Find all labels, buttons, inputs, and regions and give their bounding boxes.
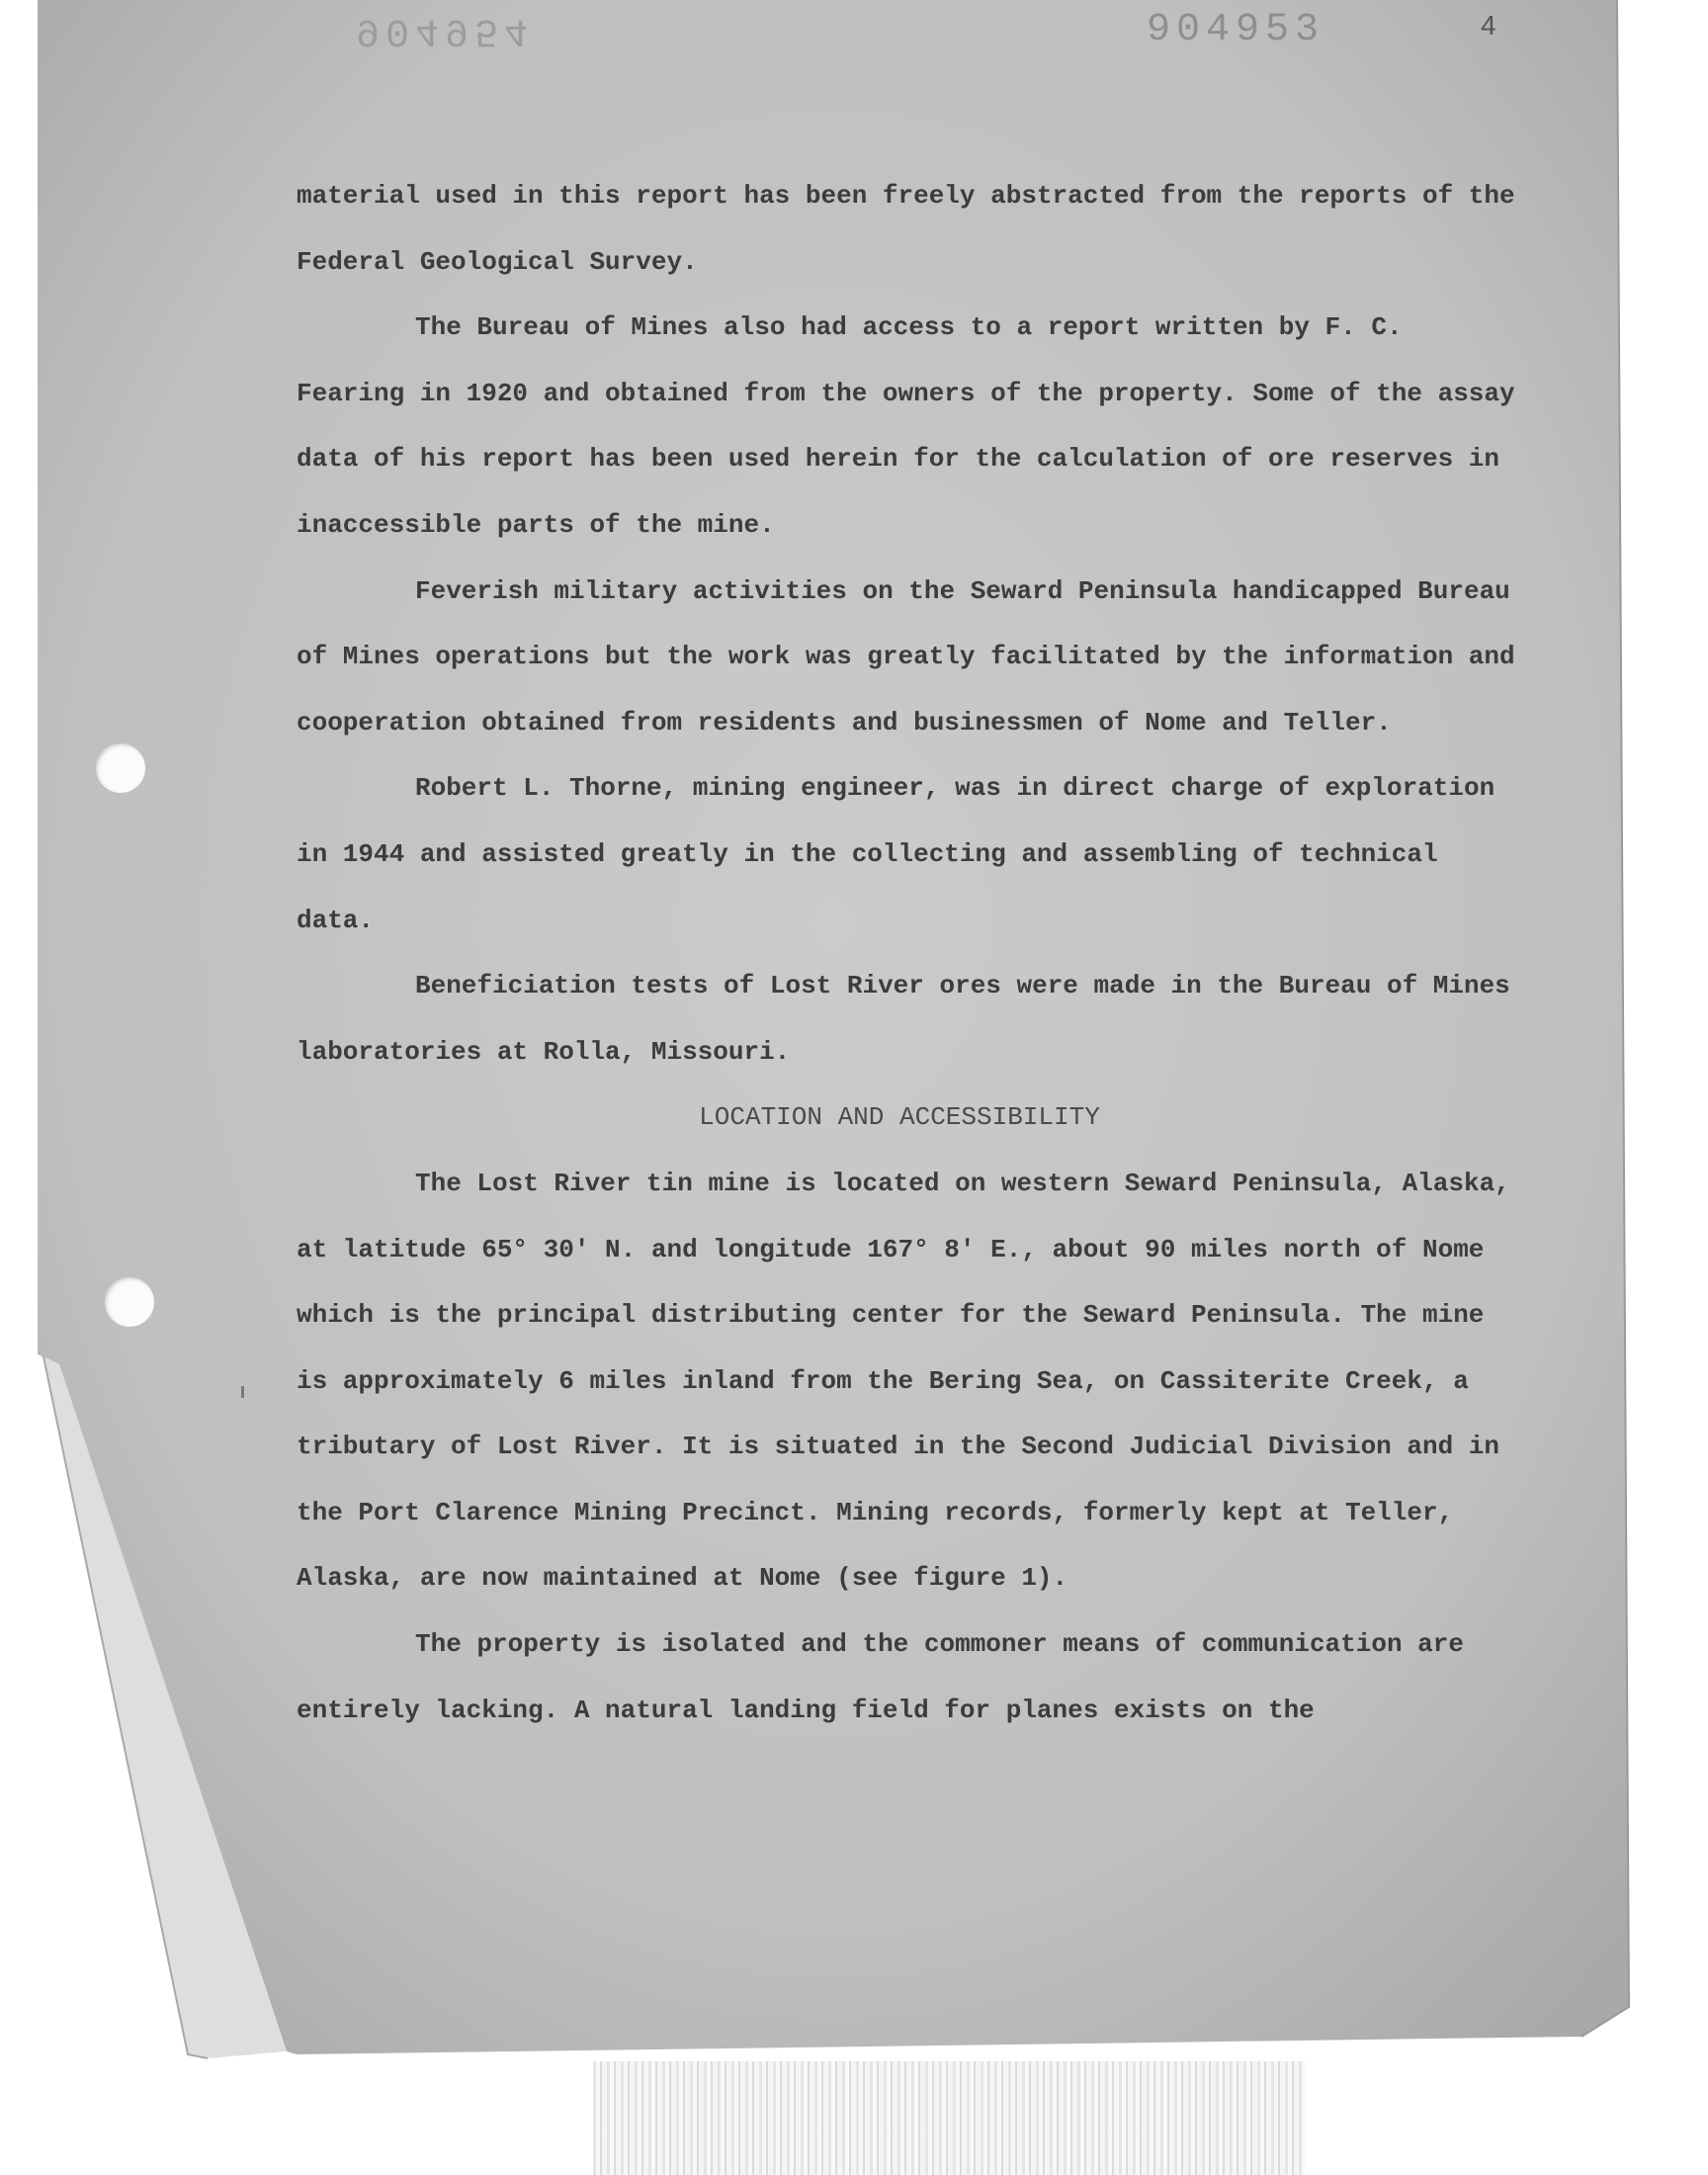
body-text: [297, 163, 1522, 1743]
document-number-stamp-mirrored: 904954: [356, 8, 535, 52]
page-number: 4: [1481, 10, 1496, 41]
paragraph: The property is isolated and the commoner means of communication are entirely lacking. A natural landing field for planes exists on the: [297, 1629, 1464, 1725]
paragraph: The Bureau of Mines also had access to a report written by F. C. Fearing in 1920 and obtained from the owners of the property. Some of the assay data of his report has been used herein for the calculation of ore reserves in inaccessible parts of the mine.: [297, 312, 1515, 540]
paragraph: material used in this report has been freely abstracted from the reports of the Federal Geological Survey.: [297, 181, 1515, 277]
punch-hole-top: [96, 743, 145, 793]
document-number-stamp: 904953: [1147, 8, 1325, 52]
paragraph: Robert L. Thorne, mining engineer, was in direct charge of exploration in 1944 and assisted greatly in the collecting and assembling of technical data.: [297, 773, 1495, 935]
paragraph: Beneficiation tests of Lost River ores were made in the Bureau of Mines laboratories at Rolla, Missouri.: [297, 971, 1510, 1067]
paragraph: Feverish military activities on the Seward Peninsula handicapped Bureau of Mines operations but the work was greatly facilitated by the information and cooperation obtained from residents and businessmen of Nome and Teller.: [297, 575, 1515, 738]
paragraph: The Lost River tin mine is located on western Seward Peninsula, Alaska, at latitude 65° 30' N. and longitude 167° 8' E., about 90 miles north of Nome which is the principal distributing center for the Seward Peninsula. The mine is approximately 6 miles inland from the Bering Sea, on Cassiterite Creek, a tributary of Lost River. It is situated in the Second Judicial Division and in the Port Clarence Mining Precinct. Mining records, formerly kept at Teller, Alaska, are now maintained at Nome (see figure 1).: [297, 1168, 1510, 1594]
scanner-artifact: [593, 2061, 1305, 2175]
pencil-mark: [241, 1386, 244, 1398]
punch-hole-bottom: [105, 1277, 154, 1327]
section-heading: LOCATION AND ACCESSIBILITY: [699, 1102, 1100, 1133]
